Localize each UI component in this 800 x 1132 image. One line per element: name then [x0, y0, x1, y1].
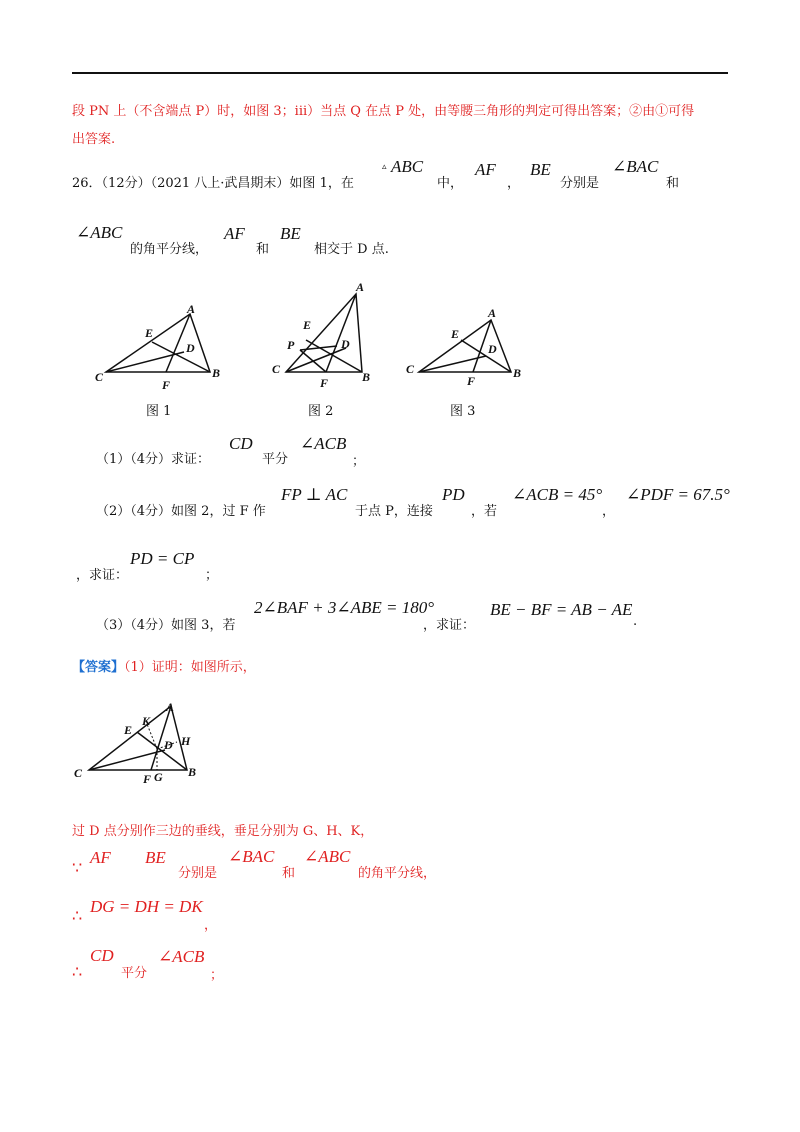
answer-math-cd: CD: [90, 946, 114, 965]
answer-tag: 【答案】: [72, 660, 125, 675]
answer-math-dg-dh-dk: DG = DH = DK: [90, 897, 203, 916]
part-2-end: ；: [205, 568, 219, 583]
prev-answer-line-1: 段 PN 上（不含端点 P）时，如图 3；iii）当点 Q 在点 P 处，由等腰三角形的判定可得出答案；②由①可得: [72, 104, 695, 119]
answer-head: （1）证明：如图所示，: [124, 660, 256, 675]
text-pingfen: 平分: [262, 452, 289, 467]
fig2-label-a: A: [356, 280, 365, 294]
part-2-prefix: （2）（4分）如图 2，过 F 作: [96, 504, 266, 519]
part-2-mid: 于点 P，连接: [355, 504, 433, 519]
answer-text-de-jiao: 的角平分线，: [358, 866, 437, 881]
fig3-label-b: B: [513, 366, 522, 380]
answer-text-he: 和: [282, 866, 296, 881]
ans-label-a: A: [166, 700, 175, 714]
text-de-jiao: 的角平分线，: [130, 242, 209, 257]
math-abc: ABC: [391, 157, 424, 176]
fig3-label-d: D: [488, 342, 497, 356]
part-3-prefix: （3）（4分）如图 3，若: [96, 618, 236, 633]
header-rule: [72, 72, 728, 74]
fig1-label-c: C: [95, 370, 104, 384]
triangle-symbol: ▵: [382, 162, 387, 172]
math-cd: CD: [229, 434, 253, 453]
math-angle-pdf: ∠PDF = 67.5°: [626, 485, 730, 504]
answer-angle-acb: ∠ACB: [158, 947, 205, 966]
figure-3-caption: 图 3: [450, 404, 476, 419]
fig3-label-f: F: [467, 374, 476, 388]
fig1-label-d: D: [186, 341, 195, 355]
answer-math-be: BE: [145, 848, 166, 867]
figure-1-diagram: [90, 300, 220, 400]
fig3-label-e: E: [451, 327, 460, 341]
part-1-prefix: （1）（4分）求证：: [96, 452, 211, 467]
therefore-symbol-2: ∴: [72, 962, 83, 981]
math-angle-abc: ∠ABC: [76, 223, 123, 242]
fig2-label-f: F: [320, 376, 329, 390]
math-condition: 2∠BAF + 3∠ABE = 180°: [254, 598, 435, 617]
answer-text-pingfen: 平分: [121, 966, 148, 981]
math-af-2: AF: [224, 224, 245, 243]
text-comma: ，: [507, 176, 521, 191]
fig2-label-b: B: [362, 370, 371, 384]
ans-label-h: H: [181, 734, 191, 748]
math-af: AF: [475, 160, 496, 179]
text-comma-2: ，: [602, 504, 616, 519]
text-ruo: ，若: [471, 504, 498, 519]
ans-label-b: B: [188, 765, 197, 779]
part-3-mid: ，求证：: [423, 618, 476, 633]
fig2-label-p: P: [287, 338, 295, 352]
ans-label-k: K: [142, 714, 151, 728]
fig3-label-a: A: [488, 306, 497, 320]
answer-angle-bac: ∠BAC: [228, 847, 275, 866]
fig2-label-c: C: [272, 362, 281, 376]
prev-answer-line-2: 出答案.: [72, 132, 116, 147]
fig2-label-d: D: [341, 337, 350, 351]
answer-line-1: 过 D 点分别作三边的垂线，垂足分别为 G、H、K，: [72, 824, 374, 839]
math-angle-bac: ∠BAC: [612, 157, 659, 176]
figure-1-caption: 图 1: [146, 404, 172, 419]
math-be: BE: [530, 160, 551, 179]
answer-angle-abc: ∠ABC: [304, 847, 351, 866]
math-pd: PD: [442, 485, 465, 504]
ans-label-c: C: [74, 766, 83, 780]
math-angle-acb: ∠ACB: [300, 434, 347, 453]
answer-text-fenbie: 分别是: [178, 866, 218, 881]
fig2-label-e: E: [303, 318, 312, 332]
math-angle-acb-45: ∠ACB = 45°: [512, 485, 603, 504]
text-xiangjiao: 相交于 D 点.: [314, 242, 389, 257]
answer-math-af: AF: [90, 848, 111, 867]
because-symbol: ∵: [72, 858, 83, 877]
answer-comma: ，: [204, 918, 218, 933]
fig1-label-a: A: [187, 302, 196, 316]
ans-label-e: E: [124, 723, 133, 737]
text-he: 和: [666, 176, 680, 191]
math-pd-eq-cp: PD = CP: [130, 549, 195, 568]
ans-label-g: G: [154, 770, 163, 784]
therefore-symbol-1: ∴: [72, 906, 83, 925]
fig1-label-f: F: [162, 378, 171, 392]
fig3-label-c: C: [406, 362, 415, 376]
figure-2-caption: 图 2: [308, 404, 334, 419]
fig1-label-b: B: [212, 366, 221, 380]
math-be-bf-ab-ae: BE − BF = AB − AE: [490, 600, 633, 619]
part-3-end: .: [633, 614, 638, 629]
fig1-label-e: E: [145, 326, 154, 340]
text-zhong: 中，: [437, 176, 464, 191]
math-fp-perp-ac: FP ⊥ AC: [281, 485, 348, 504]
text-he-2: 和: [256, 242, 270, 257]
part-1-end: ；: [352, 454, 366, 469]
ans-label-d: D: [164, 738, 173, 752]
part-2-prove-prefix: ，求证：: [76, 568, 129, 583]
math-be-2: BE: [280, 224, 301, 243]
answer-end: ；: [210, 968, 224, 983]
ans-label-f: F: [143, 772, 152, 786]
answer-header: [72, 656, 256, 675]
text-fenbie: 分别是: [560, 176, 600, 191]
question-26-intro: 26．（12分）（2021 八上·武昌期末）如图 1，在: [72, 176, 354, 191]
